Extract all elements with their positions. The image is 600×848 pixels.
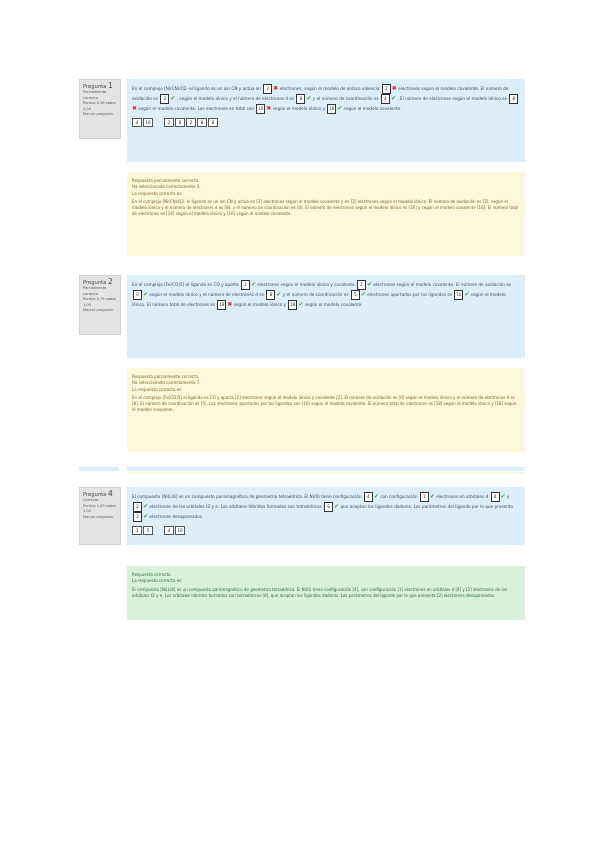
question-number: Pregunta 1: [83, 81, 113, 90]
check-icon: ✔: [170, 95, 176, 102]
answer-drop-box[interactable]: 2: [160, 94, 169, 104]
cross-icon: ✖: [391, 85, 397, 92]
section-divider: [79, 467, 119, 471]
question-info: [79, 275, 121, 335]
feedback-title: Respuesta correcta.: [132, 572, 172, 577]
question-text-segment: según el modelo covalente. Los electrones en total son: [137, 106, 256, 111]
cross-icon: ✖: [227, 301, 233, 308]
drag-option[interactable]: 2: [186, 118, 196, 127]
feedback-line: El compuesto [Ni(L)6] es un compuesto paramagnético de geometría tetraédrica. El Ni(0) tiene configuración [4], con configuración [1] electrones en orbitales d [4] y [2] electrones de los orbitales t2 y e. Los orbitales híbridos formados son tetraédricos [8], que aceptan los ligandos dadores. Los parámetros del ligando por lo que presenta [2] electrones desapareados.: [132, 586, 508, 598]
check-icon: ✔: [143, 513, 149, 520]
drag-options: [132, 118, 520, 127]
check-icon: ✔: [334, 503, 340, 510]
answer-drop-box[interactable]: 8: [266, 290, 275, 300]
question-text-segment: electrones aportados por los ligandos es: [365, 292, 454, 297]
answer-drop-box[interactable]: 8: [324, 502, 333, 512]
drag-option[interactable]: 16: [143, 118, 153, 127]
question-text-segment: según el modelo iónico y el número de electrones d es: [148, 292, 266, 297]
cross-icon: ✖: [266, 105, 272, 112]
cross-icon: ✖: [273, 85, 279, 92]
drag-option[interactable]: 2: [164, 118, 174, 127]
question-text: [127, 487, 525, 545]
answer-drop-box[interactable]: 8: [509, 94, 518, 104]
question-text-segment: y el número de coordinación es: [281, 292, 350, 297]
question-info: [79, 487, 121, 545]
drag-option[interactable]: 4: [132, 118, 142, 127]
question-text-segment: y el número de coordinación es: [311, 96, 380, 101]
feedback-line: La respuesta correcta es:: [132, 386, 183, 392]
question-text-segment: , según el modelo iónico y el número de electrones d es: [175, 96, 296, 101]
drag-option[interactable]: 4: [164, 526, 174, 535]
question-text-segment: según el modelo covalente.: [303, 302, 363, 307]
check-icon: ✔: [464, 291, 470, 298]
feedback-title: Respuesta parcialmente correcta.: [132, 374, 200, 379]
question-text-segment: según el modelo iónico. El número total de electrones es: [132, 292, 506, 307]
question-text-segment: electrones de los orbitales t2 y e. Los orbitales híbridos formados son tetraédricos: [148, 504, 324, 509]
question-text-segment: según el modelo iónico y: [271, 106, 327, 111]
check-icon: ✔: [390, 95, 396, 102]
check-icon: ✔: [500, 493, 506, 500]
drag-option[interactable]: 8: [197, 118, 207, 127]
question-text-segment: . El número de electrones según el modelo iónico es: [395, 96, 509, 101]
check-icon: ✔: [276, 291, 282, 298]
check-icon: ✔: [143, 291, 149, 298]
question-text-segment: El compuesto [Ni(L)6] es un compuesto paramagnético de geometría tetraédrica. El Ni(0) tiene configuración: [132, 494, 363, 499]
drag-option[interactable]: 5: [143, 526, 153, 535]
answer-drop-box[interactable]: 0: [133, 290, 142, 300]
drag-option[interactable]: 10: [175, 526, 185, 535]
question-status: Parcialmente correcta: [83, 90, 107, 100]
answer-drop-box[interactable]: 1: [420, 492, 429, 502]
check-icon: ✔: [250, 281, 256, 288]
question-text-segment: y: [505, 494, 510, 499]
question-score: Puntúa 0,38 sobre 1,00: [83, 101, 116, 111]
check-icon: ✔: [360, 291, 366, 298]
feedback-line: Ha seleccionado correctamente 7.: [132, 380, 201, 386]
answer-drop-box[interactable]: 2: [241, 280, 250, 290]
question-text-segment: electrones según el modelo iónico y covalente: [255, 282, 356, 287]
answer-drop-box[interactable]: 16: [256, 104, 265, 114]
feedback-line: Ha seleccionado correctamente 3.: [132, 184, 201, 190]
feedback-line: La respuesta correcta es:: [132, 190, 183, 196]
answer-drop-box[interactable]: 5: [351, 290, 360, 300]
question-text-segment: electrones en orbitales d: [434, 494, 490, 499]
check-icon: ✔: [373, 493, 379, 500]
question-score: Puntúa 0,75 sobre 1,00: [83, 297, 116, 307]
section-divider: [127, 467, 525, 471]
flag-question-link[interactable]: Marcar pregunta: [83, 308, 113, 313]
flag-question-link[interactable]: Marcar pregunta: [83, 112, 113, 117]
section-divider: [127, 472, 525, 474]
answer-drop-box[interactable]: 2: [133, 512, 142, 522]
feedback-box: [127, 566, 525, 620]
question-text-segment: electrones según el modelo covalente. El número de oxidación es: [371, 282, 512, 287]
question-info: [79, 79, 121, 139]
question-text-segment: En el complejo [Fe(CO)5] el ligando es CO y aporta: [132, 282, 240, 287]
check-icon: ✔: [337, 105, 343, 112]
answer-drop-box[interactable]: 10: [454, 290, 463, 300]
answer-drop-box[interactable]: 4: [491, 492, 500, 502]
check-icon: ✔: [298, 301, 304, 308]
drag-option[interactable]: 8: [208, 118, 218, 127]
question-text-segment: con configuración: [378, 494, 419, 499]
feedback-line: La respuesta correcta es:: [132, 578, 183, 584]
question-score: Puntúa 1,00 sobre 1,00: [83, 503, 116, 514]
feedback-line: En el complejo [Fe(CO)5] el ligando es CO y aporta [2] electrones según el modelo iónico y covalente [2]. El número de oxidación es [0] según el modelo iónico y el número de electrones d es [8]. El número de coordinación es [5]. Los electrones aportados por los ligandos son [10] según el modelo covalente. El número total de electrones es [18] según el modelo iónico y [18] según el modelo covalente.: [132, 394, 517, 413]
answer-drop-box[interactable]: 2: [382, 84, 391, 94]
cross-icon: ✖: [132, 105, 138, 112]
answer-drop-box[interactable]: 4: [364, 492, 373, 502]
answer-drop-box[interactable]: 2: [263, 84, 272, 94]
check-icon: ✔: [366, 281, 372, 288]
drag-option[interactable]: 3: [132, 526, 142, 535]
feedback-line: En el complejo [Ni(CN)4]2- el ligando es un ion CN y actúa en [2] electrones según el modelo covalente y en [2] electrones según el modelo iónico. El número de oxidación es [2], según el modelo iónico y el número de electrones d es [8], y el número de coordinación es [4]. El número de electrones según el modelo iónico es [16] y según el modelo covalente [16]. El número total de electrones es [16] según el modelo iónico y [16] según el modelo covalente.: [132, 198, 519, 217]
question-status: Parcialmente correcta: [83, 286, 107, 296]
question-number: Pregunta 4: [83, 489, 113, 498]
answer-drop-box[interactable]: 2: [133, 502, 142, 512]
answer-drop-box[interactable]: 18: [288, 300, 297, 310]
check-icon: ✔: [143, 503, 149, 510]
question-text-segment: que aceptan los ligandos dadores. Los parámetros del ligando por lo que presenta: [339, 504, 513, 509]
flag-question-link[interactable]: Marcar pregunta: [83, 514, 113, 519]
check-icon: ✔: [306, 95, 312, 102]
drag-options: [132, 526, 520, 535]
question-status: Correcta: [83, 498, 99, 503]
question-text: [127, 275, 525, 358]
answer-drop-box[interactable]: 2: [357, 280, 366, 290]
answer-drop-box[interactable]: 8: [296, 94, 305, 104]
drag-option[interactable]: 8: [175, 118, 185, 127]
feedback-title: Respuesta parcialmente correcta.: [132, 178, 200, 183]
question-text-segment: según el modelo iónico y: [232, 302, 288, 307]
question-text-segment: En el complejo [Ni(CN)4]2- el ligando es un ion CN y actúa en: [132, 86, 263, 91]
check-icon: ✔: [429, 493, 435, 500]
answer-drop-box[interactable]: 18: [217, 300, 226, 310]
question-text: [127, 79, 525, 162]
answer-drop-box[interactable]: 4: [381, 94, 390, 104]
question-text-segment: electrones desapareados.: [148, 514, 204, 519]
question-number: Pregunta 2: [83, 277, 113, 286]
question-text-segment: electrones, según el modelo de enlace valencia: [278, 86, 381, 91]
question-text-segment: electrones según el modelo covalente. El número de oxidación es: [132, 86, 509, 101]
question-text-segment: según el modelo covalente.: [342, 106, 402, 111]
feedback-box: [127, 368, 525, 452]
answer-drop-box[interactable]: 16: [327, 104, 336, 114]
feedback-box: [127, 172, 525, 256]
